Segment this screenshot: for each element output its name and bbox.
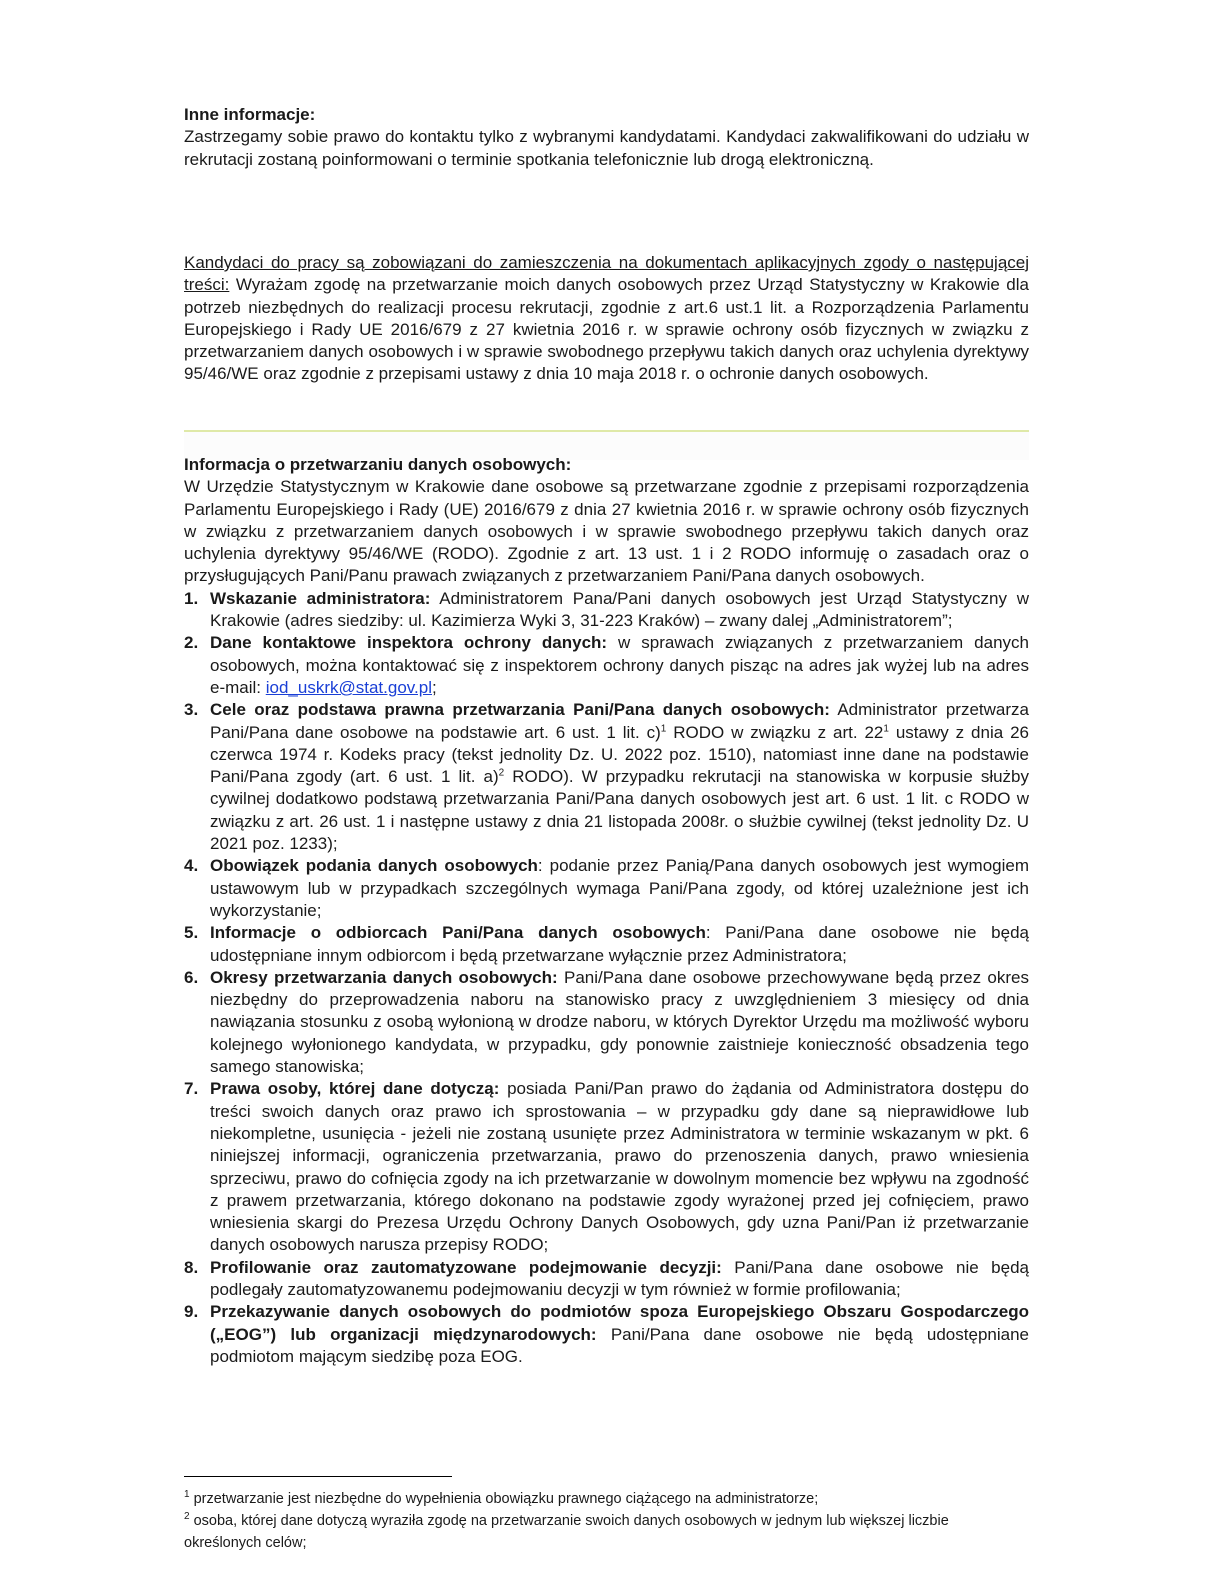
footnote-separator	[184, 1476, 452, 1477]
item-text: Administrator przetwarza Pani/Pana dane osobowe na podstawie art. 6 ust. 1 lit. c)	[210, 700, 1029, 742]
item-text: : podanie przez Panią/Pana danych osobowych jest wymogiem ustawowym lub w przypadkach szczególnych wymaga Pani/Pana zgody, od której uzależnione jest ich wykorzystanie;	[210, 856, 1029, 920]
item-number: 7.	[184, 1079, 199, 1099]
footnote-1	[184, 1488, 1004, 1510]
item-text: RODO). W przypadku rekrutacji na stanowiska w korpusie służby cywilnej dodatkowo podstawą przetwarzania Pani/Pana danych osobowych jest art. 6 ust. 1 lit. c RODO w związku z art. 26 ust. 1 i następne ustawy z dnia 21 listopada 2008r. o służbie cywilnej (tekst jednolity Dz. U 2021 poz. 1233);	[210, 767, 1030, 854]
footnote-text: przetwarzanie jest niezbędne do wypełnienia obowiązku prawnego ciążącego na administratorze;	[189, 1491, 819, 1507]
item-text: Pani/Pana dane osobowe przechowywane będą przez okres niezbędny do przeprowadzenia naboru na stanowisko pracy z uwzględnieniem 3 miesięcy od dnia nawiązania stosunku z osobą wyłonioną w drodze naboru, w których Dyrektor Urzędu ma możliwość wyboru kolejnego wyłonionego kandydata, w przypadku, gdy ponownie zaistnieje konieczność obsadzenia tego samego stanowiska;	[210, 967, 1029, 1077]
item-text: RODO w związku z art. 22	[666, 722, 884, 742]
gdpr-item-7	[184, 1078, 1029, 1256]
other-info-section	[184, 104, 1029, 171]
item-title: Przekazywanie danych osobowych do podmiotów spoza Europejskiego Obszaru Gospodarczego („EOG”) lub organizacji międzynarodowych:	[210, 1302, 1029, 1344]
item-number: 2.	[184, 633, 199, 653]
footnote-ref[interactable]: 2	[498, 767, 505, 779]
item-number: 4.	[184, 856, 199, 876]
consent-text: Wyrażam zgodę na przetwarzanie moich danych osobowych przez Urząd Statystyczny w Krakowie dla potrzeb niezbędnych do realizacji procesu rekrutacji, zgodnie z art.6 ust.1 lit. a Rozporządzenia Parlamentu Europejskiego i Rady UE 2016/679 z 27 kwietnia 2016 r. w sprawie ochrony osób fizycznych w związku z przetwarzaniem danych osobowych i w sprawie swobodnego przepływu takich danych oraz uchylenia dyrektywy 95/46/WE oraz zgodnie z przepisami ustawy z dnia 10 maja 2018 r. o ochronie danych osobowych.	[184, 275, 1029, 384]
item-text: ustawy z dnia 26 czerwca 1974 r. Kodeks pracy (tekst jednolity Dz. U. 2022 poz. 1510), natomiast inne dane na podstawie Pani/Pana zgody (art. 6 ust. 1 lit. a)	[210, 722, 1029, 787]
gdpr-item-8	[184, 1257, 1029, 1302]
gdpr-item-2	[184, 632, 1029, 699]
item-text: w sprawach związanych z przetwarzaniem danych osobowych, można kontaktować się z inspektorem ochrony danych pisząc na adres jak wyżej lub na adres e-mail:	[210, 633, 1029, 697]
gdpr-intro: W Urzędzie Statystycznym w Krakowie dane osobowe są przetwarzane zgodnie z przepisami rozporządzenia Parlamentu Europejskiego i Rady (UE) 2016/679 z dnia 27 kwietnia 2016 r. w sprawie ochrony osób fizycznych w związku z przetwarzaniem danych osobowych i w sprawie swobodnego przepływu takich danych oraz uchylenia dyrektywy 95/46/WE (RODO). Zgodnie z art. 13 ust. 1 i 2 RODO informuję o zasadach oraz o przysługujących Pani/Panu prawach związanych z przetwarzaniem Pani/Pana danych osobowych.	[184, 477, 1029, 586]
item-number: 9.	[184, 1302, 199, 1322]
item-text: : Pani/Pana dane osobowe nie będą udostępniane innym odbiorcom i będą przetwarzane wyłącznie przez Administratora;	[210, 923, 1029, 965]
item-title: Dane kontaktowe inspektora ochrony danych:	[210, 633, 608, 653]
gdpr-item-4	[184, 855, 1029, 922]
gdpr-item-1	[184, 588, 1029, 633]
item-number: 8.	[184, 1257, 199, 1277]
item-text: posiada Pani/Pan prawo do żądania od Administratora dostępu do treści swoich danych oraz prawo ich sprostowania – w przypadku gdy dane są nieprawidłowe lub niekompletne, usunięcia - jeżeli nie zostaną usunięte przez Administratora w terminie wskazanym w pkt. 6 niniejszej informacji, ograniczenia przetwarzania, prawo do przenoszenia danych, prawo wniesienia sprzeciwu, prawo do cofnięcia zgody na ich przetwarzanie w dowolnym momencie bez wpływu na zgodność z prawem przetwarzania, którego dokonano na podstawie zgody wyrażonej przed jej cofnięciem, prawo wniesienia skargi do Prezesa Urzędu Ochrony Danych Osobowych, gdy uzna Pani/Pan iż przetwarzanie danych osobowych narusza przepisy RODO;	[210, 1079, 1029, 1255]
consent-paragraph	[184, 252, 1029, 386]
item-number: 3.	[184, 700, 199, 720]
item-title: Informacje o odbiorcach Pani/Pana danych osobowych	[210, 923, 706, 943]
item-text: Administratorem Pana/Pani danych osobowych jest Urząd Statystyczny w Krakowie (adres siedziby: ul. Kazimierza Wyki 3, 31-223 Kraków) – zwany dalej „Administratorem”;	[210, 588, 1029, 631]
other-info-body: Zastrzegamy sobie prawo do kontaktu tylko z wybranymi kandydatami. Kandydaci zakwalifikowani do udziału w rekrutacji zostaną poinformowani o terminie spotkania telefonicznie lub drogą elektroniczną.	[184, 127, 1029, 169]
item-title: Wskazanie administratora:	[210, 588, 431, 608]
email-link[interactable]: iod_uskrk@stat.gov.pl	[265, 677, 432, 697]
item-text-after: ;	[431, 677, 437, 697]
item-title: Obowiązek podania danych osobowych	[210, 856, 538, 876]
footnote-ref[interactable]: 1	[883, 722, 889, 734]
item-number: 6.	[184, 967, 199, 987]
footnote-2	[184, 1510, 1004, 1554]
gdpr-section	[184, 454, 1029, 1368]
footnotes	[184, 1488, 1004, 1554]
item-number: 1.	[184, 588, 199, 608]
gdpr-item-6	[184, 967, 1029, 1078]
item-number: 5.	[184, 923, 199, 943]
footnote-mark: 1	[184, 1489, 190, 1501]
item-title: Prawa osoby, której dane dotyczą:	[210, 1079, 500, 1099]
item-title: Okresy przetwarzania danych osobowych:	[210, 967, 558, 987]
item-text: Pani/Pana dane osobowe nie będą udostępniane podmiotom mającym siedzibę poza EOG.	[210, 1324, 1029, 1366]
item-text: Pani/Pana dane osobowe nie będą podlegały zautomatyzowanemu podejmowaniu decyzji w tym również w formie profilowania;	[210, 1257, 1029, 1299]
footnote-text: osoba, której dane dotyczą wyraziła zgodę na przetwarzanie swoich danych osobowych w jednym lub większej liczbie określonych celów;	[184, 1513, 949, 1551]
gdpr-item-3	[184, 699, 1029, 855]
gdpr-list	[184, 588, 1029, 1368]
other-info-heading: Inne informacje:	[184, 105, 316, 124]
footnote-ref[interactable]: 1	[660, 722, 667, 734]
footnote-mark: 2	[184, 1511, 190, 1523]
consent-section	[184, 252, 1029, 386]
item-title: Cele oraz podstawa prawna przetwarzania Pani/Pana danych osobowych:	[210, 700, 830, 720]
gdpr-item-5	[184, 922, 1029, 967]
gdpr-heading: Informacja o przetwarzaniu danych osobowych:	[184, 455, 572, 474]
item-title: Profilowanie oraz zautomatyzowane podejmowanie decyzji:	[210, 1257, 722, 1277]
consent-intro: Kandydaci do pracy są zobowiązani do zamieszczenia na dokumentach aplikacyjnych zgody o następującej treści:	[184, 253, 1029, 295]
gdpr-item-9	[184, 1301, 1029, 1368]
